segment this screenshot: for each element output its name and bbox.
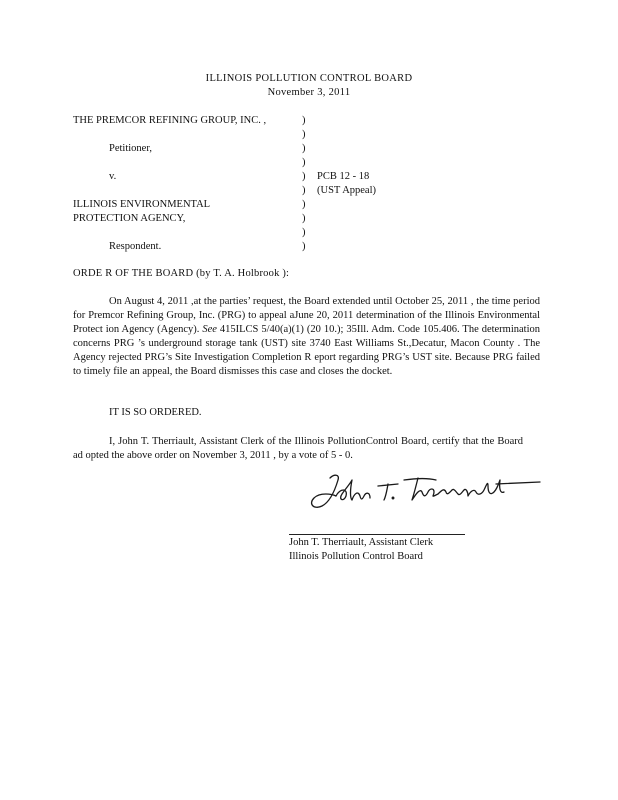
paren: ) <box>302 171 306 182</box>
order-body-paragraph <box>73 295 540 379</box>
agency-title: ILLINOIS POLLUTION CONTROL BOARD <box>205 73 413 84</box>
signer-name-title: John T. Therriault, Assistant Clerk <box>289 537 434 548</box>
signature-block <box>289 536 433 564</box>
paren: ) <box>302 199 306 210</box>
body-text-part1: On August 4, 2011 ,at the parties’ request, the Board extended until October 25, 2011 , the time period for Premcor Refining Group, Inc. (PRG) to appeal aJune 20, 2011 determination of the Illinois Environmental Protect ion Agency (Agency). <box>73 296 540 335</box>
certification-text: I, John T. Therriault, Assistant Clerk of the Illinois PollutionControl Board, certify that the Board ad opted the above order on November 3, 2011 , by a vote of 5 - 0. <box>73 436 523 461</box>
respondent-label: Respondent. <box>109 241 162 252</box>
so-ordered-line: IT IS SO ORDERED. <box>109 407 202 418</box>
paren: ) <box>302 143 306 154</box>
respondent-name-line1: ILLINOIS ENVIRONMENTAL <box>73 199 211 210</box>
paren: ) <box>302 241 306 252</box>
caption-divider <box>302 114 306 254</box>
paren: ) <box>302 115 306 126</box>
versus-label: v. <box>109 171 117 182</box>
case-number: PCB 12 - 18 <box>317 171 370 182</box>
respondent-name-line2: PROTECTION AGENCY, <box>73 213 186 224</box>
signature-line <box>289 534 465 535</box>
document-date: November 3, 2011 <box>267 87 351 98</box>
body-text-part2: 415ILCS 5/40(a)(1) (20 10.); 35Ill. Adm. Code 105.406. The determination concerns PRG ’s underground storage tank (UST) site 3740 East Williams St.,Decatur, Macon County . The Agency rejected PRG’s Site Investigation Completion R eport regarding PRG’s UST site. Because PRG failed to timely file an appeal, the Board dismisses this case and closes the docket. <box>73 324 541 377</box>
petitioner-name: THE PREMCOR REFINING GROUP, INC. , <box>73 115 267 126</box>
case-caption <box>73 114 266 254</box>
paren: ) <box>302 185 306 196</box>
petitioner-label: Petitioner, <box>109 143 153 154</box>
paren: ) <box>302 227 306 238</box>
paren: ) <box>302 129 306 140</box>
certification-paragraph <box>73 435 523 463</box>
case-info <box>317 170 376 198</box>
paren: ) <box>302 157 306 168</box>
handwritten-signature <box>300 466 550 516</box>
order-heading: ORDE R OF THE BOARD (by T. A. Holbrook ): <box>73 268 290 279</box>
case-type: (UST Appeal) <box>317 185 377 196</box>
document-header <box>0 72 618 100</box>
signer-organization: Illinois Pollution Control Board <box>289 551 423 562</box>
paren: ) <box>302 213 306 224</box>
see-citation-signal: See <box>202 324 217 335</box>
